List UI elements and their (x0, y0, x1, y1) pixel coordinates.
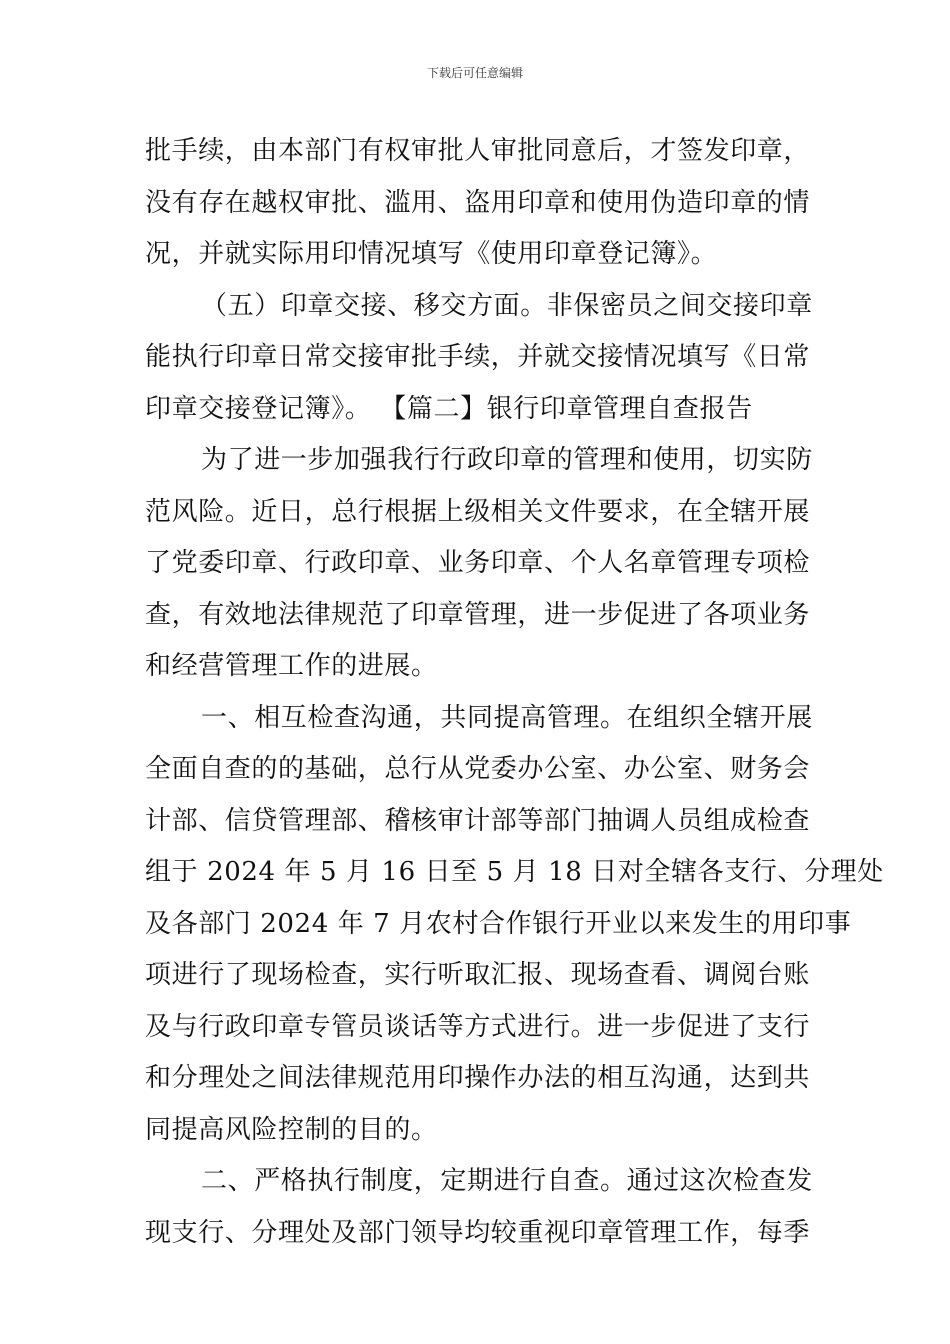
body-line-17: 项进行了现场检查，实行听取汇报、现场查看、调阅台账 (145, 960, 811, 990)
body-line-9: 了党委印章、行政印章、业务印章、个人名章管理专项检 (145, 548, 811, 578)
body-line-3: 况，并就实际用印情况填写《使用印章登记簿》。 (145, 239, 718, 269)
body-line-7: 为了进一步加强我行行政印章的管理和使用，切实防 (201, 445, 813, 475)
body-line-19: 和分理处之间法律规范用印操作办法的相互沟通，达到共 (145, 1063, 811, 1093)
body-line-15: 组于 2024 年 5 月 16 日至 5 月 18 日对全辖各支行、分理处 (145, 857, 884, 887)
body-line-22: 现支行、分理处及部门领导均较重视印章管理工作，每季 (145, 1217, 811, 1248)
body-line-10: 查，有效地法律规范了印章管理，进一步促进了各项业务 (145, 599, 811, 630)
body-line-8: 范风险。近日，总行根据上级相关文件要求，在全辖开展 (145, 496, 811, 527)
page-header: 下载后可任意编辑 (426, 66, 523, 80)
body-line-13: 全面自查的的基础，总行从党委办公室、办公室、财务会 (145, 754, 811, 784)
body-line-14: 计部、信贷管理部、稽核审计部等部门抽调人员组成检查 (145, 805, 811, 836)
body-line-20: 同提高风险控制的目的。 (145, 1114, 438, 1145)
body-line-21: 二、严格执行制度，定期进行自查。通过这次检查发 (201, 1166, 813, 1196)
body-line-2: 没有存在越权审批、滥用、盗用印章和使用伪造印章的情 (145, 187, 811, 218)
body-line-6: 印章交接登记簿》。 【篇二】银行印章管理自查报告 (145, 393, 753, 424)
body-line-18: 及与行政印章专管员谈话等方式进行。进一步促进了支行 (145, 1011, 811, 1042)
body-line-16: 及各部门 2024 年 7 月农村合作银行开业以来发生的用印事 (145, 908, 852, 939)
body-line-12: 一、相互检查沟通，共同提高管理。在组织全辖开展 (201, 702, 813, 733)
body-line-1: 批手续，由本部门有权审批人审批同意后，才签发印章， (145, 136, 811, 166)
body-line-11: 和经营管理工作的进展。 (145, 651, 438, 681)
document-body (145, 126, 884, 1259)
body-line-4: （五）印章交接、移交方面。非保密员之间交接印章 (201, 290, 813, 321)
body-line-5: 能执行印章日常交接审批手续，并就交接情况填写《日常 (145, 342, 811, 372)
